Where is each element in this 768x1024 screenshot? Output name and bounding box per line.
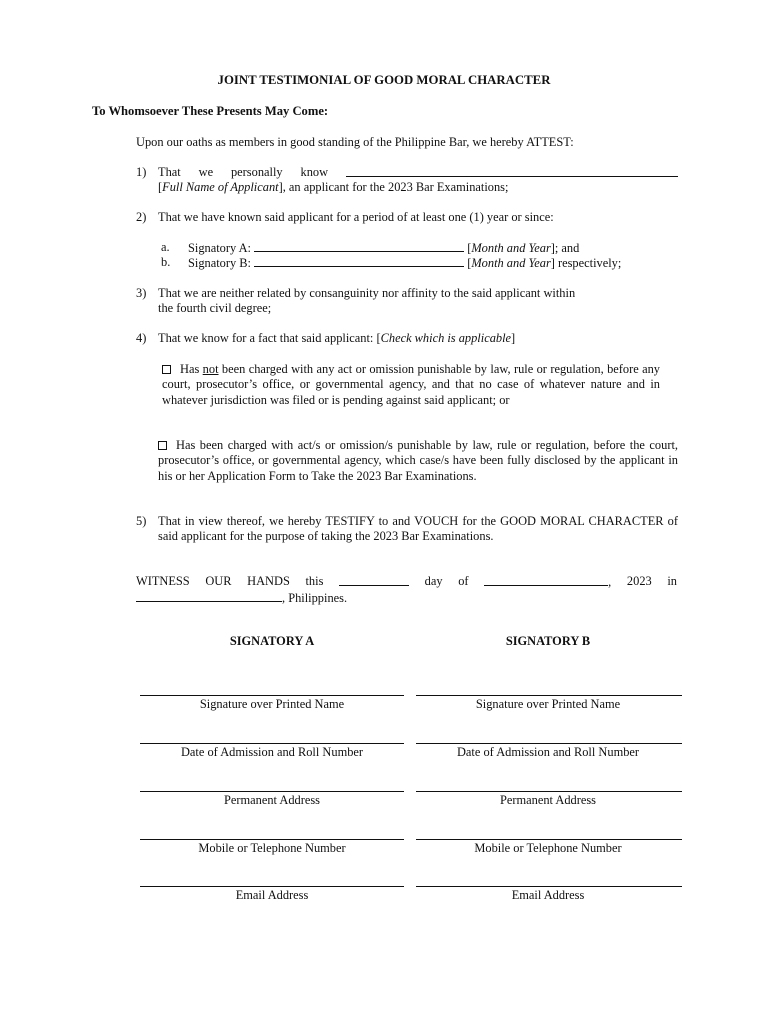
bracket: [ [158,180,163,195]
item-2a [188,240,579,256]
emphasis-not: not [202,362,219,376]
item-1-line-2 [158,180,678,195]
item-3-line-1: That we are neither related by consanguinity nor affinity to the said applicant within [158,286,576,300]
option-not-charged [162,362,660,408]
option-1-pre: Has [180,362,203,376]
admission-line-a[interactable] [140,743,404,744]
item-5-number: 5) [136,514,147,528]
address-line-b[interactable] [416,791,682,792]
item-1-word: know [300,165,329,179]
item-2a-close: ]; and [550,241,580,255]
witness-line-1 [136,574,677,590]
witness-word: WITNESS [136,574,190,588]
intro-paragraph: Upon our oaths as members in good standing of the Philippine Bar, we hereby ATTEST: [136,135,574,149]
signature-line-b[interactable] [416,695,682,696]
applicant-name-blank[interactable] [346,165,678,177]
signatory-a-label: Signatory A: [188,241,251,255]
month-year-hint: Month and Year [471,256,551,270]
item-2b [188,255,621,271]
signature-line-a[interactable] [140,695,404,696]
address-line-a[interactable] [140,791,404,792]
checkbox-charged[interactable] [158,441,167,450]
item-1-rest: ], an applicant for the 2023 Bar Examinations; [278,180,509,195]
signatory-b-heading: SIGNATORY B [505,634,591,648]
item-2-text: That we have known said applicant for a period of at least one (1) year or since: [158,210,554,224]
item-4-lead-text: That we know for a fact that said applicant: [ [158,331,381,345]
checkbox-not-charged[interactable] [162,365,171,374]
option-not-charged-text [162,362,660,408]
option-2-text: Has been charged with act/s or omission/s punishable by law, rule or regulation, before the court, prosecutor’s office, or governmental agency, which case/s have been fully disclosed by the applicant in his or her Application Form to Take the 2023 Bar Examinations. [158,438,678,483]
item-1 [158,165,678,196]
salutation: To Whomsoever These Presents May Come: [92,104,329,118]
admission-line-b[interactable] [416,743,682,744]
email-line-b[interactable] [416,886,682,887]
full-name-hint: Full Name of Applicant [162,180,279,195]
item-1-word: we [198,165,214,179]
witness-word: in [667,574,677,588]
item-2b-letter: b. [161,255,171,269]
email-line-a[interactable] [140,886,404,887]
email-label-b: Email Address [511,888,585,902]
phone-line-a[interactable] [140,839,404,840]
signature-label-b: Signature over Printed Name [475,697,621,711]
option-charged [158,438,678,484]
item-1-number: 1) [136,165,147,179]
signatory-b-since-blank[interactable] [254,255,464,267]
email-label-a: Email Address [235,888,309,902]
day-blank[interactable] [339,574,409,586]
item-4-lead [158,331,678,346]
phone-line-b[interactable] [416,839,682,840]
item-1-line-1 [158,165,678,180]
admission-label-a: Date of Admission and Roll Number [180,745,364,759]
month-year-hint: Month and Year [471,241,551,255]
item-2-number: 2) [136,210,147,224]
signature-label-a: Signature over Printed Name [199,697,345,711]
item-1-word: That [158,165,181,179]
witness-clause [136,574,677,607]
address-label-a: Permanent Address [223,793,320,807]
item-3-line-2: the fourth civil degree; [158,301,272,316]
admission-label-b: Date of Admission and Roll Number [456,745,640,759]
item-5-text: That in view thereof, we hereby TESTIFY to and VOUCH for the GOOD MORAL CHARACTER of said applicant for the purpose of taking the 2023 Bar Examinations. [158,514,678,544]
witness-place-suffix: , Philippines. [282,591,348,606]
option-charged-text [158,438,678,484]
bracket: [ [467,256,472,270]
witness-word: OUR [205,574,232,588]
signatory-b-label: Signatory B: [188,256,251,270]
witness-word: 2023 [626,574,652,588]
month-blank[interactable] [484,574,608,586]
item-3-number: 3) [136,286,147,300]
document-title: JOINT TESTIMONIAL OF GOOD MORAL CHARACTER [217,73,551,87]
bracket: [ [467,241,472,255]
item-4-number: 4) [136,331,147,345]
witness-word: this [305,574,324,588]
item-2a-letter: a. [161,240,170,254]
witness-word: day [424,574,443,588]
option-1-post: been charged with any act or omission punishable by law, rule or regulation, before any court, prosecutor’s office, or governmental agency, and that no case of whatever nature and in whatever jurisdiction was filed or is pending against said applicant; or [162,362,660,407]
signatory-a-heading: SIGNATORY A [229,634,315,648]
witness-word: HANDS [247,574,290,588]
witness-comma: , [608,575,612,589]
phone-label-a: Mobile or Telephone Number [198,841,346,855]
item-2b-close: ] respectively; [550,256,622,270]
phone-label-b: Mobile or Telephone Number [474,841,622,855]
witness-word: of [458,574,469,588]
item-3 [158,286,678,317]
address-label-b: Permanent Address [499,793,596,807]
item-1-word: personally [230,165,283,179]
witness-line-2 [136,590,677,606]
place-blank[interactable] [136,590,282,602]
signatory-a-since-blank[interactable] [254,240,464,252]
bracket: ] [511,331,516,345]
check-hint: Check which is applicable [380,331,512,345]
